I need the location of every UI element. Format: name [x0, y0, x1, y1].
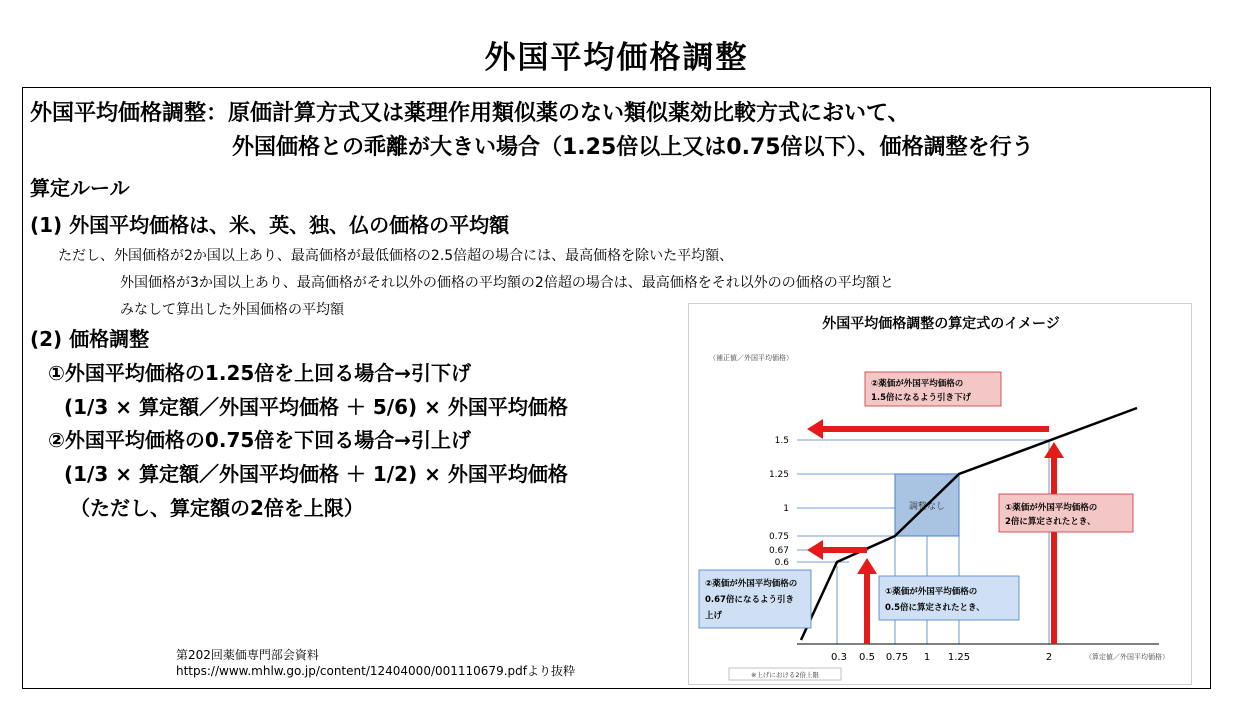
rule2-heading: (2) 価格調整: [30, 327, 150, 351]
svg-text:0.67倍になるよう引き: 0.67倍になるよう引き: [705, 595, 794, 605]
svg-text:上げ: 上げ: [705, 611, 723, 621]
callout-top: [865, 372, 1001, 406]
no-adjust-label: 調整なし: [908, 502, 946, 512]
rule1-note-1: ただし、外国価格が2か国以上あり、最高価格が最低価格の2.5倍超の場合には、最高価格を除いた平均額、: [58, 248, 734, 264]
source-line-2: https://www.mhlw.go.jp/content/12404000/001110679.pdfより抜粋: [176, 664, 575, 678]
svg-text:①薬価が外国平均価格の: ①薬価が外国平均価格の: [1005, 503, 1098, 513]
source-line-1: 第202回薬価専門部会資料: [176, 648, 319, 662]
callout-left: [699, 570, 811, 628]
y-tick: 1.25: [768, 470, 789, 480]
rule2-case2: ②外国平均価格の0.75倍を下回る場合→引上げ: [48, 428, 472, 452]
x-axis-label: （算定値／外国平均価格）: [1085, 653, 1169, 661]
definition-line-1: 外国平均価格調整：原価計算方式又は薬理作用類似薬のない類似薬効比較方式において、: [30, 101, 910, 126]
svg-text:②薬価が外国平均価格の: ②薬価が外国平均価格の: [705, 579, 798, 589]
svg-text:1.5倍になるよう引き下げ: 1.5倍になるよう引き下げ: [871, 393, 972, 403]
rules-heading: 算定ルール: [30, 176, 130, 200]
definition-line-2: 外国価格との乖離が大きい場合（1.25倍以上又は0.75倍以下）、価格調整を行う: [232, 135, 1034, 160]
svg-text:①薬価が外国平均価格の: ①薬価が外国平均価格の: [885, 587, 978, 597]
figure-svg: [689, 304, 1193, 686]
callout-mid: [879, 576, 1019, 620]
embedded-figure: [688, 303, 1192, 685]
y-axis-label: （補正値／外国平均価格）: [709, 354, 793, 362]
x-tick: 1.25: [947, 652, 971, 663]
rule2-case1: ①外国平均価格の1.25倍を上回る場合→引下げ: [48, 361, 472, 385]
rule2-formula1: (1/3 × 算定額／外国平均価格 ＋ 5/6) × 外国平均価格: [64, 395, 568, 419]
svg-text:0.5倍に算定されたとき、: 0.5倍に算定されたとき、: [885, 603, 985, 613]
y-tick: 1: [783, 504, 789, 514]
rule1-heading: (1) 外国平均価格は、米、英、独、仏の価格の平均額: [30, 213, 510, 237]
footnote-text: ※上げにおける2倍上限: [750, 671, 820, 679]
y-tick: 0.67: [768, 546, 789, 556]
x-tick: 0.3: [831, 652, 847, 663]
x-ticks: [831, 652, 1052, 663]
x-tick: 0.75: [885, 652, 909, 663]
callout-right: [999, 494, 1133, 532]
figure-title: 外国平均価格調整の算定式のイメージ: [822, 316, 1060, 332]
y-tick: 0.6: [774, 558, 789, 568]
rule2-formula2: (1/3 × 算定額／外国平均価格 ＋ 1/2) × 外国平均価格: [64, 462, 568, 486]
rule1-note-3: みなして算出した外国価格の平均額: [120, 302, 344, 318]
x-tick: 0.5: [859, 652, 875, 663]
rule2-limit: （ただし、算定額の2倍を上限）: [70, 496, 364, 520]
x-tick: 1: [923, 652, 931, 663]
rule1-note-2: 外国価格が3か国以上あり、最高価格がそれ以外の価格の平均額の2倍超の場合は、最高価格をそれ以外のの価格の平均額と: [120, 275, 894, 291]
y-tick: 0.75: [768, 532, 789, 542]
x-tick: 2: [1045, 652, 1053, 663]
page-title: 外国平均価格調整: [484, 40, 749, 76]
y-tick: 1.5: [774, 436, 789, 446]
svg-text:②薬価が外国平均価格の: ②薬価が外国平均価格の: [871, 379, 964, 389]
svg-text:2倍に算定されたとき、: 2倍に算定されたとき、: [1005, 517, 1096, 527]
y-ticks: [769, 436, 789, 568]
